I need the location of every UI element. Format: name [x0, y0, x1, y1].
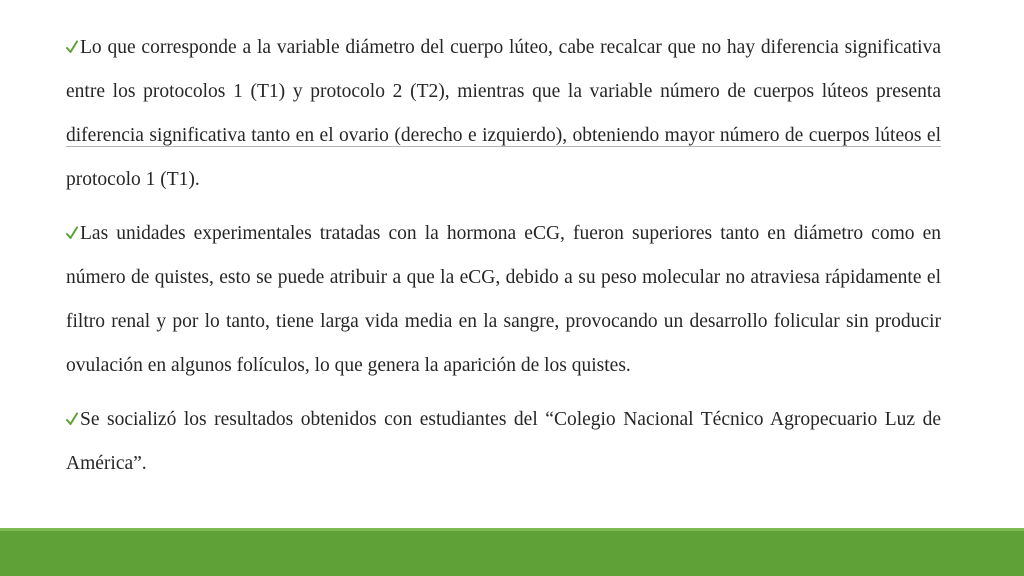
footer-bar [0, 531, 1024, 576]
checkmark-icon [66, 226, 78, 240]
checkmark-icon [66, 412, 78, 426]
bullet-text-1: Lo que corresponde a la variable diámetro del cuerpo lúteo, cabe recalcar que no hay diferencia significativa entre los protocolos 1 (T1) y protocolo 2 (T2), mientras que la variable número de cuerpos lúteos presenta diferencia significativa tanto en el ovario (derecho e izquierdo), obteniendo mayor número de cuerpos lúteos el protocolo 1 (T1). [66, 37, 941, 190]
bullet-text-3: Se socializó los resultados obtenidos con estudiantes del “Colegio Nacional Técnico Agropecuario Luz de América”. [66, 409, 941, 474]
checkmark-icon [66, 40, 78, 54]
bullet-item-1 [60, 26, 941, 202]
bullet-text-2: Las unidades experimentales tratadas con la hormona eCG, fueron superiores tanto en diámetro como en número de quistes, esto se puede atribuir a que la eCG, debido a su peso molecular no atraviesa rápidamente el filtro renal y por lo tanto, tiene larga vida media en la sangre, provocando un desarrollo folicular sin producir ovulación en algunos folículos, lo que genera la aparición de los quistes. [66, 223, 941, 376]
bullet-item-3 [60, 398, 941, 486]
bullet-item-2 [60, 212, 941, 388]
text-underline-divider [66, 146, 941, 147]
slide-content [60, 26, 941, 486]
